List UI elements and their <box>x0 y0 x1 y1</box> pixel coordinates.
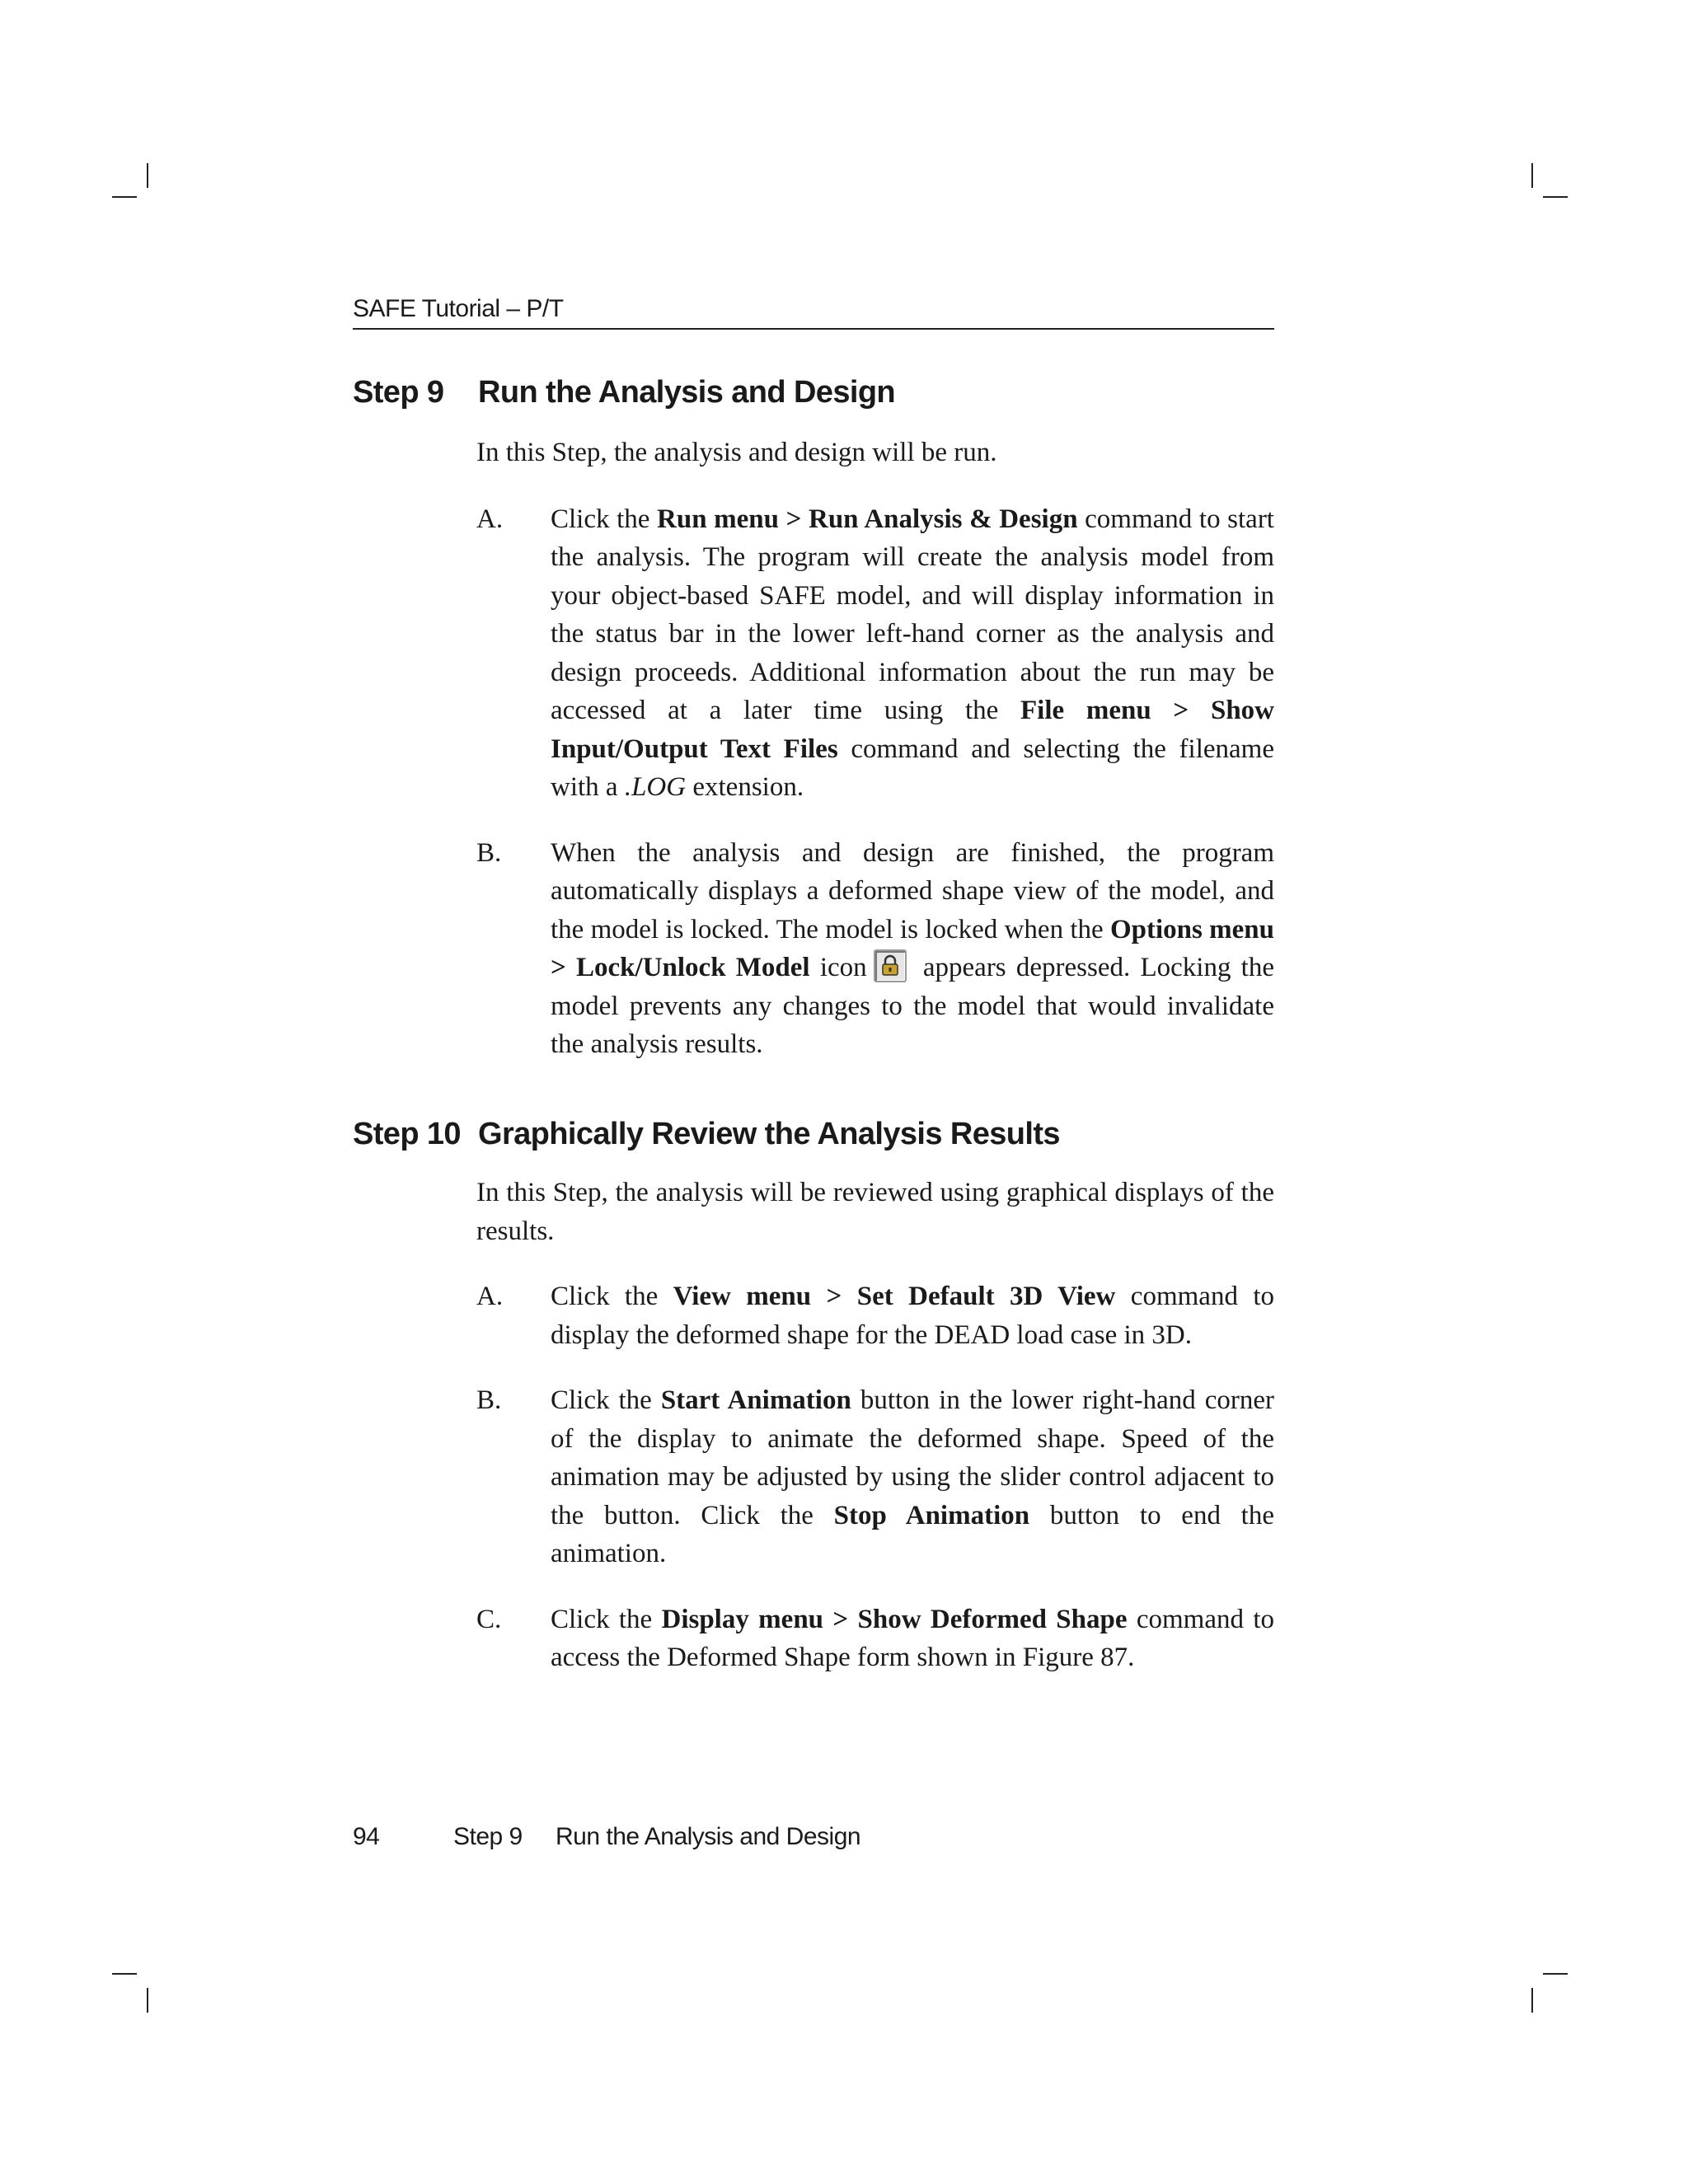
list-item <box>476 1601 1274 1677</box>
step-title: Run the Analysis and Design <box>478 375 896 410</box>
list-item <box>476 834 1274 1064</box>
step-number: Step 10 <box>353 1117 461 1151</box>
button-name: Stop Animation <box>833 1500 1030 1530</box>
crop-mark <box>1531 163 1533 188</box>
list-letter: B. <box>476 837 502 868</box>
list-text: Click the Start Animation button in the lower right-hand corner of the display to animate the deformed shape. Speed of the animation may be adjusted by using the slider control adjacent to the button. Click the Stop Animation button to end the animation. <box>551 1385 1275 1568</box>
list-text: When the analysis and design are finished, the program automatically displays a deformed shape view of the model, and the model is locked. The model is locked when the Options menu > Lock/Unlock Model icon appears depressed. Locking the model prevents any changes to the model that would invalidate the analysis results. <box>551 837 1275 1059</box>
list-text: Click the View menu > Set Default 3D View command to display the deformed shape for the DEAD load case in 3D. <box>551 1282 1275 1350</box>
list-letter: A. <box>476 504 504 534</box>
step-intro: In this Step, the analysis will be reviewed using graphical displays of the results. <box>476 1178 1274 1246</box>
step-number: Step 9 <box>353 375 444 410</box>
button-name: Start Animation <box>660 1385 851 1415</box>
list-letter: C. <box>476 1604 502 1634</box>
list-letter: A. <box>476 1282 504 1311</box>
crop-mark <box>112 196 137 198</box>
list-letter: B. <box>476 1385 502 1415</box>
crop-mark <box>112 1973 137 1975</box>
list-item <box>476 500 1274 807</box>
crop-mark <box>1531 1988 1533 2013</box>
step-title: Graphically Review the Analysis Results <box>478 1117 1060 1151</box>
list-item <box>476 1381 1274 1573</box>
list-item <box>476 1277 1274 1354</box>
list-text: Click the Run menu > Run Analysis & Design command to start the analysis. The program will create the analysis model from your object-based SAFE model, and will display information in the status bar in the lower left-hand corner as the analysis and design proceeds. Additional information about the run may be accessed at a later time using the File menu > Show Input/Output Text Files command and selecting the filename with a .LOG extension. <box>551 504 1274 802</box>
crop-mark <box>147 1988 148 2013</box>
menu-path: File menu > Show Input/Output Text Files <box>551 696 1274 764</box>
lock-icon <box>874 949 907 982</box>
page-number: 94 <box>353 1823 380 1850</box>
step-9-body <box>476 434 1274 1064</box>
step-10-heading <box>353 1117 1274 1152</box>
file-extension: .LOG <box>624 772 687 802</box>
crop-mark <box>1543 196 1568 198</box>
menu-path: Options menu > Lock/Unlock Model <box>551 914 1275 982</box>
step-intro: In this Step, the analysis and design will be run. <box>476 438 997 467</box>
crop-mark <box>147 163 148 188</box>
footer-section: Run the Analysis and Design <box>556 1823 861 1850</box>
menu-path: View menu > Set Default 3D View <box>673 1282 1116 1311</box>
footer-step: Step 9 <box>453 1823 523 1850</box>
crop-mark <box>1543 1973 1568 1975</box>
menu-path: Display menu > Show Deformed Shape <box>661 1604 1128 1634</box>
menu-path: Run menu > Run Analysis & Design <box>657 504 1078 534</box>
list-text: Click the Display menu > Show Deformed Shape command to access the Deformed Shape form shown in Figure 87. <box>551 1604 1275 1672</box>
page-footer <box>353 1823 1274 1851</box>
step-9-heading <box>353 375 1274 410</box>
step-10-body <box>476 1174 1274 1677</box>
running-header: SAFE Tutorial – P/T <box>353 295 1274 330</box>
